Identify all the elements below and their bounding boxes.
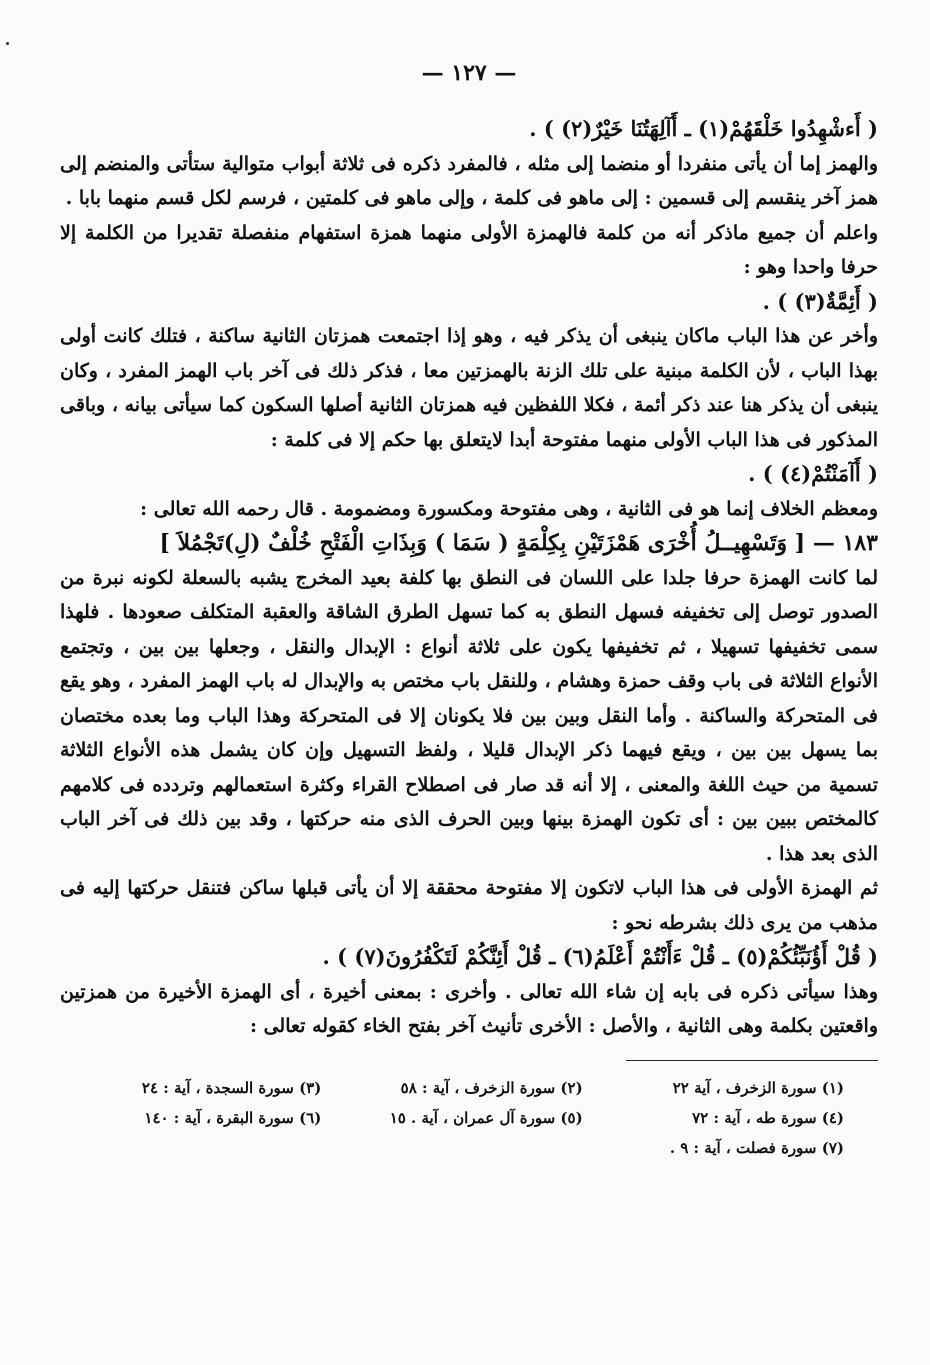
quran-quote-1: ( أَءشْهِدُوا خَلْقَهُمْ(١) ـ أَآلِهَتُنَا خَيْرٌ(٢) ) . — [529, 116, 878, 141]
main-text — [60, 112, 878, 1044]
footnote-5: (٥) سورة آل عمران ، آية . ١٥ — [389, 1108, 583, 1127]
quran-quote-4: ( قُلْ أَؤُنَبِّئُكُمْ(٥) ـ قُلْ ءَأَنْتُمْ أَعْلَمُ(٦) ـ قُلْ أَئِنَّكُمْ لَتَكْفُرُونَ(٧) ) . — [322, 944, 878, 969]
paragraph-7: وهذا سيأتى ذكره فى بابه إن شاء الله تعالى . وأخرى : بمعنى أخيرة ، أى الهمزة الأخيرة من همزتين واقعتين بكلمة وهى الثانية ، والأصل : الأخرى تأنيث آخر بفتح الخاء كقوله تعالى : — [60, 980, 878, 1037]
paragraph-4: ومعظم الخلاف إنما هو فى الثانية ، وهى مفتوحة ومكسورة ومضمومة . قال رحمه الله تعالى : — [140, 497, 878, 520]
footnote-divider — [626, 1060, 878, 1061]
footnote-1: (١) سورة الزخرف ، آية ٢٢ — [672, 1078, 844, 1097]
poem-verse-183: ١٨٣ — [ وَتَسْهِيــلُ أُخْرَى هَمْزَتَيْنِ بِكِلْمَةٍ ( سَمَا ) وَبِذَاتِ الْفَتْحِ خُلْفٌ (لِ)تَجْمُلاَ ] — [159, 530, 878, 556]
scan-speck — [6, 42, 9, 45]
paragraph-5: لما كانت الهمزة حرفا جلدا على اللسان فى النطق بها كلفة بعيد المخرج يشبه بالسعلة لكونه نبرة من الصدور توصل إلى تخفيفه فسهل النطق به كما تسهل الطرق الشاقة والعقبة المتكلف صعودها . فلهذا سمى تخفيفها تسهيلا ، ثم تخفيفها يكون على ثلاثة أنواع : الإبدال والنقل ، وجعلها بين بين ، وتجتمع الأنواع الثلاثة فى باب وقف حمزة وهشام ، وللنقل باب مختص به والإبدال له باب الهمز المفرد ، وهو يقع فى المتحركة والساكنة . وأما النقل وبين بين فلا يكونان إلا فى المتحركة وهذا الباب وما بعده مختصان بما يسهل بين بين ، ويقع فيهما ذكر الإبدال قليلا ، ولفظ التسهيل وإن كان يشمل هذه الأنواع الثلاثة تسمية من حيث اللغة والمعنى ، إلا أنه قد صار فى اصطلاح القراء وكثرة استعمالهم وتردده فى كلامهم كالمختص ببين بين : أى تكون الهمزة بينها وبين الحرف الذى منه حركتها ، وقد بين ذلك فى آخر الباب الذى بعد هذا . — [60, 566, 878, 865]
quran-quote-2: ( أَئِمَّةٌ(٣) ) . — [762, 288, 878, 314]
paragraph-2: واعلم أن جميع ماذكر أنه من كلمة فالهمزة الأولى منهما همزة استفهام منفصلة تقديرا من الكلمة إلا حرفا واحدا وهو : — [60, 221, 878, 278]
page-number: — ١٢٧ — — [421, 60, 517, 86]
footnote-6: (٦) سورة البقرة ، آية : ١٤٠ — [144, 1108, 322, 1127]
footnote-4: (٤) سورة طه ، آية : ٧٢ — [692, 1108, 844, 1127]
footnote-2: (٢) سورة الزخرف ، آية : ٥٨ — [400, 1078, 583, 1097]
footnote-3: (٣) سورة السجدة ، آية : ٢٤ — [141, 1078, 322, 1097]
paragraph-3: وأخر عن هذا الباب ماكان ينبغى أن يذكر فيه ، وهو إذا اجتمعت همزتان الثانية ساكنة ، فتلك كانت أولى بهذا الباب ، لأن الكلمة مبنية على تلك الزنة بالهمزتين معا ، فذكر ذلك فى آخر باب الهمز المفرد ، وكان ينبغى أن يذكر هنا عند ذكر أئمة ، فكلا اللفظين فيه همزتان الثانية أصلها السكون كما سيأتى بيانه ، وباقى المذكور فى هذا الباب الأولى منهما مفتوحة أبدا لايتعلق بها حكم إلا فى كلمة : — [60, 325, 878, 451]
quran-quote-3: ( أَآمَنْتُمْ(٤) ) . — [748, 461, 878, 486]
footnotes — [60, 1075, 878, 1161]
paragraph-1: والهمز إما أن يأتى منفردا أو منضما إلى مثله ، فالمفرد ذكره فى ثلاثة أبواب متوالية ستأتى والمنضم إلى همز آخر ينقسم إلى قسمين : إلى ماهو فى كلمة ، وإلى ماهو فى كلمتين ، فرسم لكل قسم منهما بابا . — [60, 152, 878, 209]
footnote-7: (٧) سورة فصلت ، آية : ٩ . — [669, 1138, 844, 1157]
paragraph-6: ثم الهمزة الأولى فى هذا الباب لاتكون إلا مفتوحة محققة إلا أن يأتى قبلها ساكن فتنقل حركتها إليه فى مذهب من يرى ذلك بشرطه نحو : — [60, 877, 878, 934]
